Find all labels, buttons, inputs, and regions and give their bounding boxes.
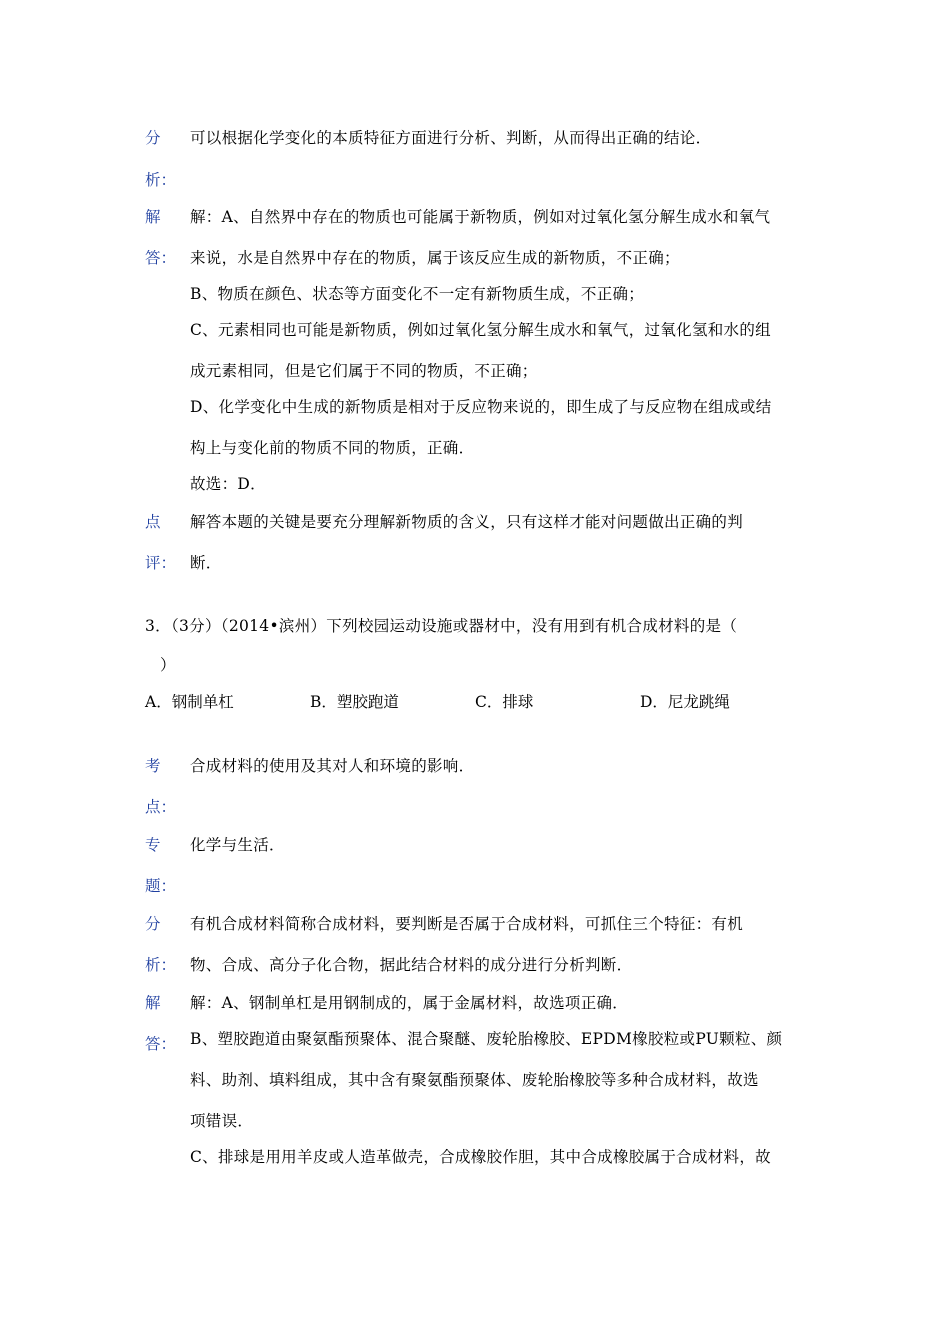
answer-line-3: B、物质在颜色、状态等方面变化不一定有新物质生成，不正确； bbox=[190, 285, 645, 303]
answer-line-5: 成元素相同，但是它们属于不同的物质，不正确； bbox=[190, 362, 538, 380]
analysis2-line-2: 物、合成、高分子化合物，据此结合材料的成分进行分析判断． bbox=[190, 956, 633, 974]
option-b: B．塑胶跑道 bbox=[310, 693, 399, 711]
analysis-text: 可以根据化学变化的本质特征方面进行分析、判断，从而得出正确的结论． bbox=[190, 129, 712, 147]
answer2-line-4: 项错误． bbox=[190, 1112, 254, 1130]
option-c: C．排球 bbox=[475, 693, 534, 711]
option-a: A．钢制单杠 bbox=[145, 693, 234, 711]
analysis2-line-1: 有机合成材料简称合成材料，要判断是否属于合成材料，可抓住三个特征：有机 bbox=[190, 915, 744, 933]
analysis2-label-2: 析： bbox=[145, 956, 177, 974]
answer2-line-1: 解：A、钢制单杠是用钢制成的，属于金属材料，故选项正确． bbox=[190, 994, 629, 1012]
answer-line-1: 解：A、自然界中存在的物质也可能属于新物质，例如对过氧化氢分解生成水和氧气 bbox=[190, 208, 771, 226]
answer2-label-1: 解 bbox=[145, 994, 161, 1012]
answer-line-6: D、化学变化中生成的新物质是相对于反应物来说的，即生成了与反应物在组成或结 bbox=[190, 398, 772, 416]
point-label-1: 考 bbox=[145, 757, 161, 775]
point-text: 合成材料的使用及其对人和环境的影响． bbox=[190, 757, 475, 775]
answer2-line-2: B、塑胶跑道由聚氨酯预聚体、混合聚醚、废轮胎橡胶、EPDM橡胶粒或PU颗粒、颜 bbox=[190, 1030, 783, 1048]
answer-label-2: 答： bbox=[145, 249, 177, 267]
question-stem-line-2: ） bbox=[160, 656, 176, 674]
analysis-label-1: 分 bbox=[145, 129, 161, 147]
topic-label-1: 专 bbox=[145, 836, 161, 854]
answer2-line-5: C、排球是用用羊皮或人造革做壳，合成橡胶作胆，其中合成橡胶属于合成材料，故 bbox=[190, 1148, 771, 1166]
comment-line-2: 断． bbox=[190, 554, 222, 572]
comment-label-1: 点 bbox=[145, 513, 161, 531]
answer-label-1: 解 bbox=[145, 208, 161, 226]
topic-label-2: 题： bbox=[145, 877, 177, 895]
question-stem-line-1: 3．（3分）（2014•滨州）下列校园运动设施或器材中，没有用到有机合成材料的是（ bbox=[145, 617, 738, 635]
answer-line-4: C、元素相同也可能是新物质，例如过氧化氢分解生成水和氧气，过氧化氢和水的组 bbox=[190, 321, 771, 339]
analysis2-label-1: 分 bbox=[145, 915, 161, 933]
comment-line-1: 解答本题的关键是要充分理解新物质的含义，只有这样才能对问题做出正确的判 bbox=[190, 513, 744, 531]
analysis-label-2: 析： bbox=[145, 171, 177, 189]
point-label-2: 点： bbox=[145, 798, 177, 816]
option-d: D．尼龙跳绳 bbox=[640, 693, 730, 711]
answer2-line-3: 料、助剂、填料组成，其中含有聚氨酯预聚体、废轮胎橡胶等多种合成材料，故选 bbox=[190, 1071, 759, 1089]
answer-line-7: 构上与变化前的物质不同的物质，正确． bbox=[190, 439, 475, 457]
answer2-label-2: 答： bbox=[145, 1035, 177, 1053]
answer-line-8: 故选：D． bbox=[190, 475, 266, 493]
answer-line-2: 来说，水是自然界中存在的物质，属于该反应生成的新物质，不正确； bbox=[190, 249, 680, 267]
topic-text: 化学与生活． bbox=[190, 836, 285, 854]
comment-label-2: 评： bbox=[145, 554, 177, 572]
